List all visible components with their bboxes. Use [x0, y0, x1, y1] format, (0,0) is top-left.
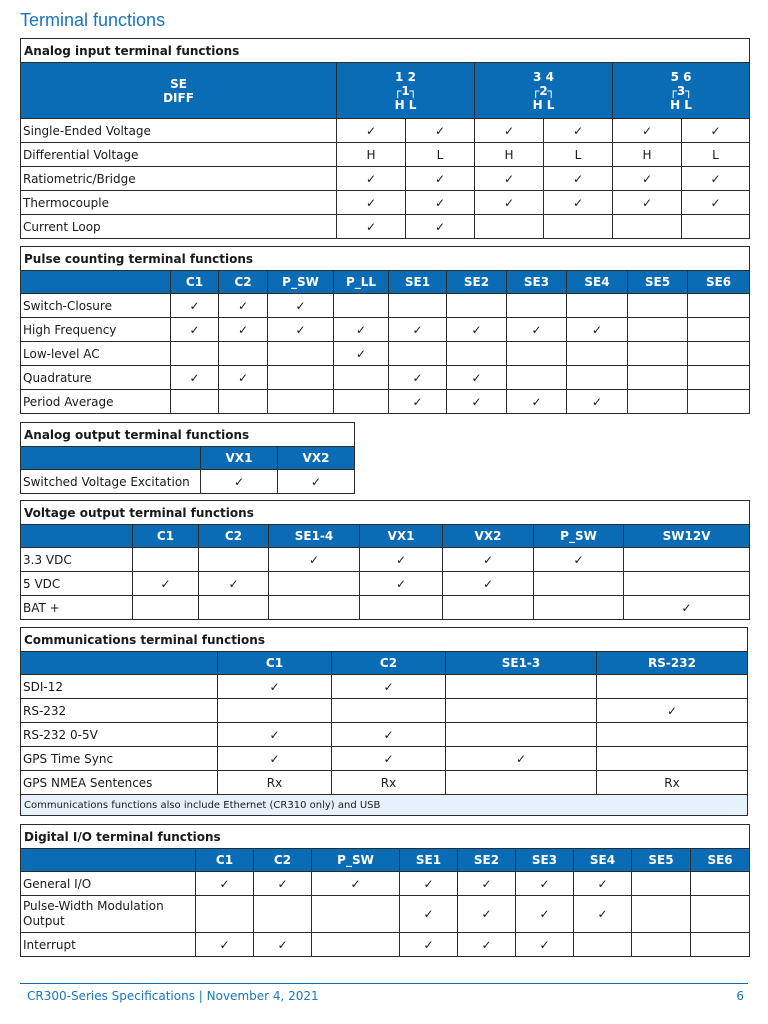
column-header: SE5 — [632, 849, 691, 872]
value-cell: L — [544, 143, 613, 167]
analog-output-table — [20, 422, 355, 494]
column-header: VX1 — [360, 525, 443, 548]
value-cell — [133, 548, 199, 572]
value-cell — [507, 294, 567, 318]
checkmark-cell: ✓ — [337, 215, 406, 239]
value-cell — [334, 390, 389, 414]
table-row — [21, 119, 750, 143]
value-cell — [507, 342, 567, 366]
table-title: Analog output terminal functions — [21, 423, 355, 447]
row-label: Single-Ended Voltage — [21, 119, 337, 143]
value-cell — [199, 548, 269, 572]
se-label: SE — [170, 76, 187, 91]
checkmark-cell: ✓ — [334, 342, 389, 366]
value-cell — [691, 896, 750, 933]
value-cell: Rx — [218, 771, 332, 795]
column-header: SE5 — [628, 271, 688, 294]
column-header: P_SW — [268, 271, 334, 294]
value-cell — [133, 596, 199, 620]
terminal-group-2-header — [475, 63, 613, 119]
value-cell — [219, 390, 268, 414]
value-cell — [628, 366, 688, 390]
checkmark-cell: ✓ — [458, 933, 516, 957]
table-row — [21, 191, 750, 215]
value-cell — [332, 699, 446, 723]
value-cell — [628, 318, 688, 342]
value-cell — [269, 596, 360, 620]
row-label: Quadrature — [21, 366, 171, 390]
table-row — [21, 366, 750, 390]
checkmark-cell: ✓ — [682, 119, 750, 143]
value-cell — [688, 342, 750, 366]
value-cell — [688, 366, 750, 390]
checkmark-cell: ✓ — [613, 191, 682, 215]
row-label: General I/O — [21, 872, 196, 896]
communications-table — [20, 627, 748, 816]
column-header: C1 — [196, 849, 254, 872]
column-header: P_SW — [312, 849, 400, 872]
checkmark-cell: ✓ — [389, 366, 447, 390]
checkmark-cell: ✓ — [458, 896, 516, 933]
row-label: 3.3 VDC — [21, 548, 133, 572]
checkmark-cell: ✓ — [219, 366, 268, 390]
table-row — [21, 771, 748, 795]
value-cell — [389, 294, 447, 318]
checkmark-cell: ✓ — [332, 723, 446, 747]
checkmark-cell: ✓ — [544, 167, 613, 191]
checkmark-cell: ✓ — [268, 294, 334, 318]
value-cell — [334, 294, 389, 318]
blank-header — [21, 652, 218, 675]
checkmark-cell: ✓ — [133, 572, 199, 596]
value-cell — [447, 294, 507, 318]
value-cell — [312, 933, 400, 957]
table-title: Digital I/O terminal functions — [21, 825, 750, 849]
checkmark-cell: ✓ — [574, 872, 632, 896]
hl-label: H L — [532, 97, 555, 112]
row-label: SDI-12 — [21, 675, 218, 699]
checkmark-cell: ✓ — [447, 390, 507, 414]
value-cell — [446, 723, 597, 747]
value-cell — [574, 933, 632, 957]
value-cell: Rx — [597, 771, 748, 795]
checkmark-cell: ✓ — [360, 572, 443, 596]
value-cell — [199, 596, 269, 620]
value-cell — [613, 215, 682, 239]
value-cell — [219, 342, 268, 366]
value-cell: L — [682, 143, 750, 167]
checkmark-cell: ✓ — [446, 747, 597, 771]
value-cell: Rx — [332, 771, 446, 795]
value-cell — [597, 723, 748, 747]
value-cell — [628, 342, 688, 366]
column-header: SE1-3 — [446, 652, 597, 675]
column-header: VX2 — [443, 525, 534, 548]
row-label: Pulse-Width Modulation Output — [21, 896, 196, 933]
row-label: Thermocouple — [21, 191, 337, 215]
checkmark-cell: ✓ — [475, 191, 544, 215]
table-row — [21, 215, 750, 239]
checkmark-cell: ✓ — [278, 470, 355, 494]
checkmark-cell: ✓ — [406, 215, 475, 239]
checkmark-cell: ✓ — [516, 896, 574, 933]
checkmark-cell: ✓ — [312, 872, 400, 896]
checkmark-cell: ✓ — [534, 548, 624, 572]
checkmark-cell: ✓ — [447, 318, 507, 342]
checkmark-cell: ✓ — [507, 390, 567, 414]
row-label: Period Average — [21, 390, 171, 414]
checkmark-cell: ✓ — [360, 548, 443, 572]
checkmark-cell: ✓ — [171, 318, 219, 342]
value-cell — [688, 390, 750, 414]
checkmark-cell: ✓ — [332, 747, 446, 771]
checkmark-cell: ✓ — [268, 318, 334, 342]
hl-label: H L — [394, 97, 417, 112]
diff-channel: ┌2┐ — [532, 83, 555, 98]
hl-label: H L — [670, 97, 692, 112]
analog-input-table — [20, 38, 750, 239]
checkmark-cell: ✓ — [507, 318, 567, 342]
footer-rule — [20, 983, 748, 984]
column-header: SW12V — [624, 525, 750, 548]
checkmark-cell: ✓ — [443, 572, 534, 596]
voltage-output-table — [20, 500, 750, 620]
column-header: C2 — [219, 271, 268, 294]
checkmark-cell: ✓ — [682, 167, 750, 191]
value-cell — [624, 548, 750, 572]
checkmark-cell: ✓ — [219, 294, 268, 318]
checkmark-cell: ✓ — [475, 119, 544, 143]
table-row — [21, 896, 750, 933]
table-row — [21, 699, 748, 723]
digital-io-table — [20, 824, 750, 957]
table-title: Analog input terminal functions — [21, 39, 750, 63]
value-cell — [688, 318, 750, 342]
value-cell — [691, 933, 750, 957]
checkmark-cell: ✓ — [269, 548, 360, 572]
value-cell — [269, 572, 360, 596]
checkmark-cell: ✓ — [567, 390, 628, 414]
column-header: SE2 — [458, 849, 516, 872]
value-cell — [632, 933, 691, 957]
column-header: VX1 — [201, 447, 278, 470]
blank-header — [21, 271, 171, 294]
column-header: SE1 — [389, 271, 447, 294]
column-header: P_SW — [534, 525, 624, 548]
terminal-group-1-header — [337, 63, 475, 119]
value-cell — [544, 215, 613, 239]
value-cell — [624, 572, 750, 596]
column-header: SE6 — [691, 849, 750, 872]
column-header: SE3 — [507, 271, 567, 294]
diff-channel: ┌1┐ — [394, 83, 417, 98]
se-terminals: 5 6 — [670, 69, 692, 84]
value-cell — [171, 342, 219, 366]
row-label: Current Loop — [21, 215, 337, 239]
table-row — [21, 143, 750, 167]
checkmark-cell: ✓ — [171, 294, 219, 318]
row-label: Ratiometric/Bridge — [21, 167, 337, 191]
checkmark-cell: ✓ — [334, 318, 389, 342]
value-cell — [268, 390, 334, 414]
checkmark-cell: ✓ — [544, 119, 613, 143]
table-note: Communications functions also include Ethernet (CR310 only) and USB — [21, 795, 748, 816]
table-row — [21, 675, 748, 699]
checkmark-cell: ✓ — [406, 191, 475, 215]
checkmark-cell: ✓ — [400, 872, 458, 896]
column-header: C1 — [218, 652, 332, 675]
page-title: Terminal functions — [20, 10, 166, 30]
value-cell — [682, 215, 750, 239]
page-number: 6 — [736, 989, 744, 1003]
checkmark-cell: ✓ — [196, 933, 254, 957]
value-cell — [446, 771, 597, 795]
value-cell — [632, 896, 691, 933]
table-row — [21, 872, 750, 896]
value-cell — [268, 342, 334, 366]
column-header: SE1 — [400, 849, 458, 872]
row-label: GPS Time Sync — [21, 747, 218, 771]
value-cell — [688, 294, 750, 318]
checkmark-cell: ✓ — [218, 723, 332, 747]
checkmark-cell: ✓ — [218, 675, 332, 699]
value-cell — [567, 342, 628, 366]
checkmark-cell: ✓ — [458, 872, 516, 896]
column-header: SE2 — [447, 271, 507, 294]
value-cell — [446, 675, 597, 699]
value-cell — [254, 896, 312, 933]
value-cell — [534, 572, 624, 596]
checkmark-cell: ✓ — [613, 119, 682, 143]
checkmark-cell: ✓ — [199, 572, 269, 596]
row-label: 5 VDC — [21, 572, 133, 596]
table-row — [21, 596, 750, 620]
value-cell — [628, 294, 688, 318]
row-label: BAT + — [21, 596, 133, 620]
table-row — [21, 390, 750, 414]
checkmark-cell: ✓ — [406, 119, 475, 143]
checkmark-cell: ✓ — [218, 747, 332, 771]
value-cell — [597, 747, 748, 771]
table-row — [21, 318, 750, 342]
table-row — [21, 723, 748, 747]
value-cell — [196, 896, 254, 933]
checkmark-cell: ✓ — [332, 675, 446, 699]
checkmark-cell: ✓ — [567, 318, 628, 342]
checkmark-cell: ✓ — [254, 933, 312, 957]
blank-header — [21, 447, 201, 470]
pulse-counting-table — [20, 246, 750, 414]
checkmark-cell: ✓ — [219, 318, 268, 342]
row-label: GPS NMEA Sentences — [21, 771, 218, 795]
row-label: RS-232 — [21, 699, 218, 723]
column-header: C1 — [133, 525, 199, 548]
value-cell: H — [475, 143, 544, 167]
se-terminals: 1 2 — [395, 69, 416, 84]
table-row — [21, 747, 748, 771]
value-cell — [597, 675, 748, 699]
table-row — [21, 342, 750, 366]
table-row — [21, 572, 750, 596]
value-cell: L — [406, 143, 475, 167]
column-header: C2 — [199, 525, 269, 548]
value-cell — [218, 699, 332, 723]
column-header: VX2 — [278, 447, 355, 470]
value-cell — [534, 596, 624, 620]
row-label: High Frequency — [21, 318, 171, 342]
checkmark-cell: ✓ — [201, 470, 278, 494]
diff-label: DIFF — [163, 90, 194, 105]
column-header: SE4 — [574, 849, 632, 872]
checkmark-cell: ✓ — [447, 366, 507, 390]
diff-channel: ┌3┐ — [669, 83, 693, 98]
value-cell — [171, 390, 219, 414]
checkmark-cell: ✓ — [254, 872, 312, 896]
checkmark-cell: ✓ — [682, 191, 750, 215]
value-cell — [507, 366, 567, 390]
checkmark-cell: ✓ — [516, 933, 574, 957]
blank-header — [21, 849, 196, 872]
column-header: RS-232 — [597, 652, 748, 675]
checkmark-cell: ✓ — [171, 366, 219, 390]
checkmark-cell: ✓ — [624, 596, 750, 620]
checkmark-cell: ✓ — [389, 390, 447, 414]
value-cell: H — [613, 143, 682, 167]
value-cell — [360, 596, 443, 620]
checkmark-cell: ✓ — [443, 548, 534, 572]
footer-doc-title: CR300-Series Specifications | November 4, 2021 — [27, 989, 319, 1003]
value-cell — [475, 215, 544, 239]
checkmark-cell: ✓ — [337, 167, 406, 191]
checkmark-cell: ✓ — [544, 191, 613, 215]
column-header: C1 — [171, 271, 219, 294]
table-row — [21, 933, 750, 957]
value-cell — [443, 596, 534, 620]
value-cell — [628, 390, 688, 414]
table-title: Communications terminal functions — [21, 628, 748, 652]
column-header: SE3 — [516, 849, 574, 872]
column-header: SE4 — [567, 271, 628, 294]
table-row — [21, 294, 750, 318]
value-cell — [268, 366, 334, 390]
checkmark-cell: ✓ — [196, 872, 254, 896]
checkmark-cell: ✓ — [337, 119, 406, 143]
table-row — [21, 470, 355, 494]
checkmark-cell: ✓ — [337, 191, 406, 215]
blank-header — [21, 525, 133, 548]
checkmark-cell: ✓ — [400, 933, 458, 957]
value-cell — [446, 699, 597, 723]
value-cell — [691, 872, 750, 896]
value-cell — [389, 342, 447, 366]
checkmark-cell: ✓ — [597, 699, 748, 723]
column-header: P_LL — [334, 271, 389, 294]
checkmark-cell: ✓ — [389, 318, 447, 342]
row-label: RS-232 0-5V — [21, 723, 218, 747]
column-header: C2 — [332, 652, 446, 675]
se-diff-header — [21, 63, 337, 119]
checkmark-cell: ✓ — [475, 167, 544, 191]
row-label: Switched Voltage Excitation — [21, 470, 201, 494]
table-title: Pulse counting terminal functions — [21, 247, 750, 271]
checkmark-cell: ✓ — [400, 896, 458, 933]
terminal-group-3-header — [613, 63, 750, 119]
row-label: Switch-Closure — [21, 294, 171, 318]
value-cell — [334, 366, 389, 390]
table-row — [21, 167, 750, 191]
column-header: SE1-4 — [269, 525, 360, 548]
checkmark-cell: ✓ — [613, 167, 682, 191]
row-label: Differential Voltage — [21, 143, 337, 167]
checkmark-cell: ✓ — [574, 896, 632, 933]
value-cell — [632, 872, 691, 896]
row-label: Low-level AC — [21, 342, 171, 366]
checkmark-cell: ✓ — [406, 167, 475, 191]
se-terminals: 3 4 — [533, 69, 554, 84]
value-cell — [567, 366, 628, 390]
column-header: SE6 — [688, 271, 750, 294]
value-cell: H — [337, 143, 406, 167]
column-header: C2 — [254, 849, 312, 872]
value-cell — [567, 294, 628, 318]
table-title: Voltage output terminal functions — [21, 501, 750, 525]
checkmark-cell: ✓ — [516, 872, 574, 896]
row-label: Interrupt — [21, 933, 196, 957]
table-row — [21, 548, 750, 572]
value-cell — [447, 342, 507, 366]
value-cell — [312, 896, 400, 933]
